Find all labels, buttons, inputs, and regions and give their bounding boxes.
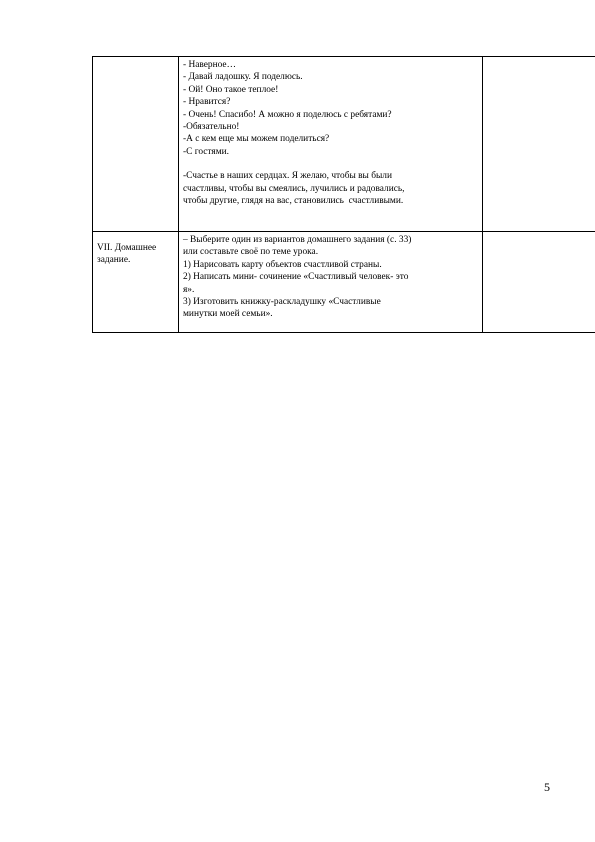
homework-line: или составьте своё по теме урока. <box>183 247 319 258</box>
closing-line: чтобы другие, глядя на вас, становились счастливыми. <box>183 196 404 207</box>
dialogue-line: -С гостями. <box>183 146 229 157</box>
notes-cell <box>483 232 595 333</box>
homework-option: 1) Нарисовать карту объектов счастливой страны. <box>183 259 382 270</box>
homework-line: – Выберите один из вариантов домашнего задания (с. 33) <box>183 235 412 245</box>
content-cell <box>179 232 483 333</box>
dialogue-line: - Давай ладошку. Я поделюсь. <box>183 72 303 83</box>
stage-title: VII. Домашнее <box>97 243 157 253</box>
dialogue-line: - Ой! Оно такое теплое! <box>183 84 279 95</box>
stage-cell <box>93 57 179 232</box>
dialogue-line: - Очень! Спасибо! А можно я поделюсь с ребятами? <box>183 109 392 120</box>
homework-option: 2) Написать мини- сочинение «Счастливый человек- это <box>183 272 409 283</box>
closing-line: -Счастье в наших сердцах. Я желаю, чтобы вы были <box>183 171 392 182</box>
notes-cell <box>483 57 595 232</box>
page-number: 5 <box>544 780 550 794</box>
closing-line: счастливы, чтобы вы смеялись, лучились и радовались, <box>183 183 405 194</box>
table-row <box>93 232 595 333</box>
table-row <box>93 57 595 232</box>
homework-option-cont: я». <box>183 284 195 295</box>
homework-option: 3) Изготовить книжку-раскладушку «Счастливые <box>183 297 381 308</box>
paragraph-gap <box>183 158 478 170</box>
stage-title-cont: задание. <box>97 255 131 266</box>
dialogue-line: -А с кем еще мы можем поделиться? <box>183 134 330 145</box>
dialogue-line: - Наверное… <box>183 60 236 70</box>
dialogue-line: -Обязательно! <box>183 122 240 133</box>
lesson-plan-table <box>92 56 595 333</box>
stage-cell <box>93 232 179 333</box>
homework-option-cont: минутки моей семьи». <box>183 309 273 320</box>
dialogue-line: - Нравится? <box>183 97 231 108</box>
content-cell <box>179 57 483 232</box>
